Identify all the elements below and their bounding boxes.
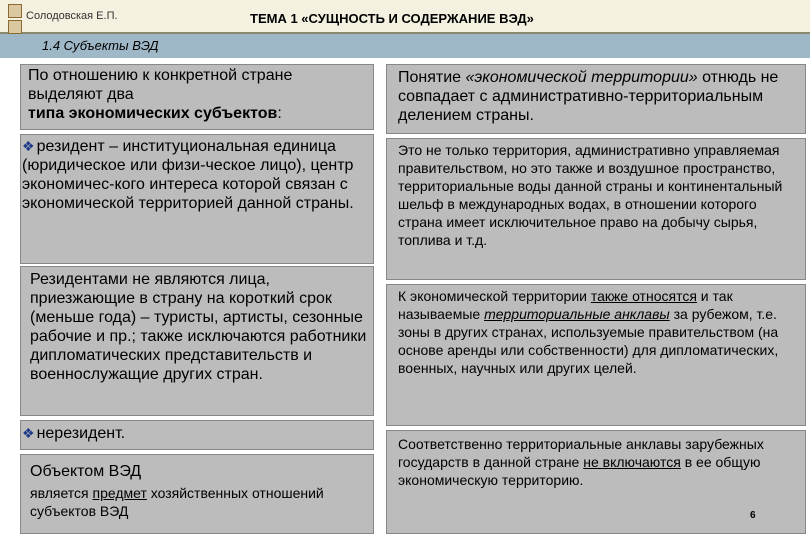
territory-scope-text: Это не только территория, административно управляемая правительством, но это также и воздушное пространство, территориальные воды данной страны и континентальный шельф в международных водах, в отношении которого страна имеет исключительное право на добычу сырья, топлива и т.д. [398, 142, 783, 248]
author-name: Солодовская Е.П. [26, 10, 118, 22]
resident-text: ❖ резидент – институциональная единица (юридическое или физи-ческое лицо), центр экономичес-кого интереса которой связан с экономической территорией данной страны. [22, 138, 354, 212]
page-number: 6 [750, 510, 756, 521]
object-text: является предмет хозяйственных отношений субъектов ВЭД [30, 485, 324, 519]
foreign-enclaves-text: Соответственно территориальные анклавы зарубежных государств в данной стране не включаются в ее общую экономическую территорию. [398, 436, 764, 488]
section-title: 1.4 Субъекты ВЭД [42, 38, 159, 53]
slide-title: ТЕМА 1 «СУЩНОСТЬ И СОДЕРЖАНИЕ ВЭД» [250, 11, 534, 26]
nonresident-text: ❖ нерезидент. [22, 425, 126, 442]
intro-text: По отношению к конкретной стране выделяют два типа экономических субъектов: [28, 67, 293, 122]
object-title: Объектом ВЭД [30, 463, 142, 480]
decorative-square-icon [8, 4, 22, 18]
enclaves-text: К экономической территории также относятся и так называемые территориальные анклавы за рубежом, т.е. зоны в других странах, используемые правительством (на основе аренды или собственности) для дипломатических, военных, научных или других целей. [398, 288, 779, 376]
territory-concept-text: Понятие «экономической территории» отнюдь не совпадает с административно-территориальным делением страны. [398, 69, 779, 124]
diamond-bullet-icon: ❖ [22, 138, 35, 154]
decorative-square-icon [8, 20, 22, 34]
diamond-bullet-icon: ❖ [22, 425, 35, 441]
exclusions-text: Резидентами не являются лица, приезжающие в страну на короткий срок (меньше года) – туристы, артисты, сезонные рабочие и пр.; также исключаются работники дипломатических представительств и военнослужащие других стран. [30, 271, 367, 383]
